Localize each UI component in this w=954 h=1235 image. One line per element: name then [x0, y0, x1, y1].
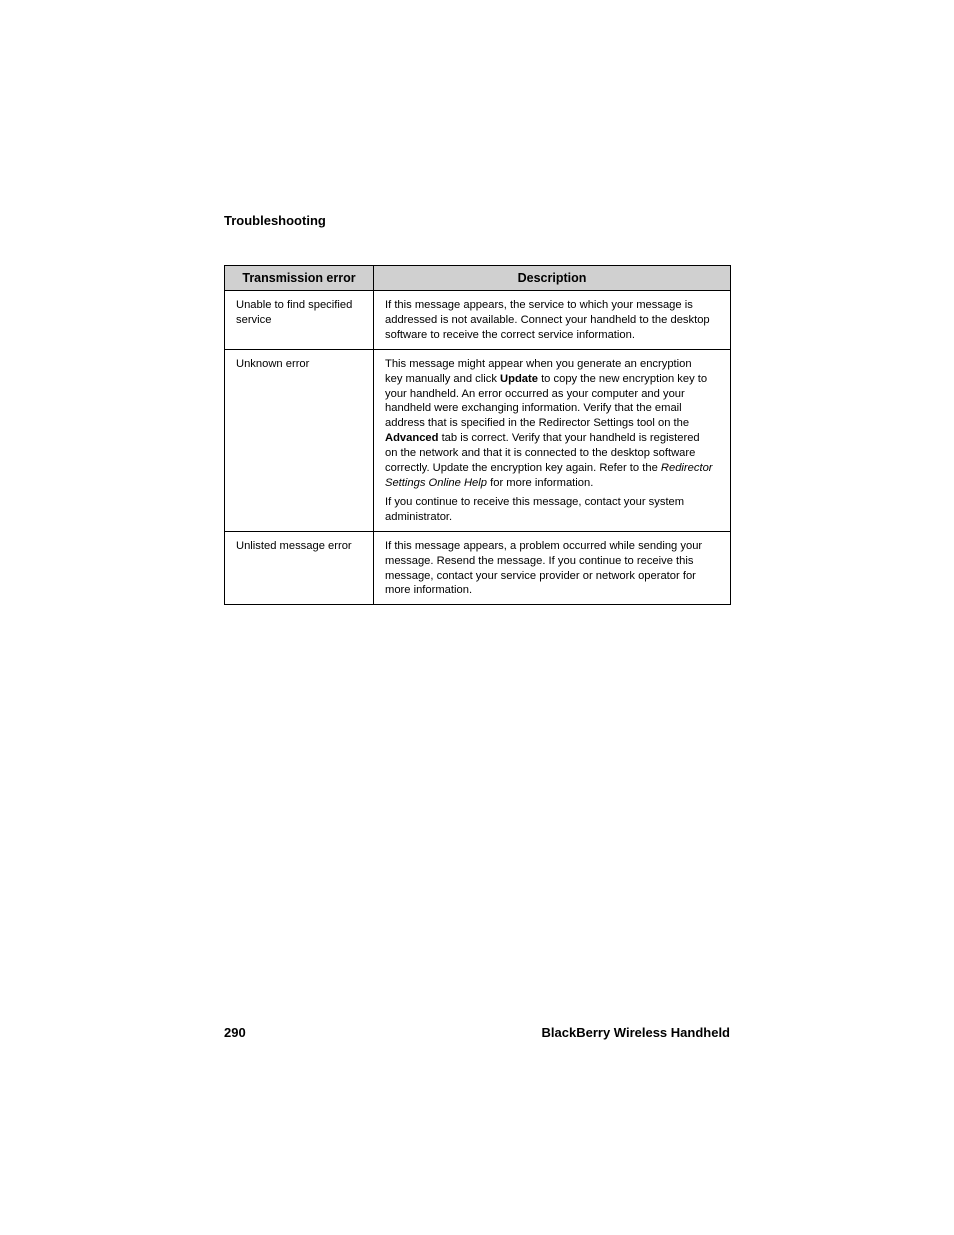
- description-paragraph: [385, 539, 722, 599]
- error-name-line: service: [236, 313, 272, 326]
- error-name-line: Unknown error: [236, 357, 310, 370]
- text-segment: to copy the new encryption key to: [537, 372, 708, 385]
- book-title: BlackBerry Wireless Handheld: [541, 1025, 730, 1040]
- text-segment: administrator.: [385, 510, 453, 523]
- error-cell: [225, 349, 374, 531]
- transmission-error-table: [224, 265, 731, 605]
- description-line: [385, 583, 722, 598]
- text-segment: If you continue to receive this message, contact your system: [385, 495, 685, 508]
- description-line: [385, 495, 722, 510]
- error-cell: [225, 531, 374, 605]
- description-paragraph: [385, 495, 722, 525]
- error-name-line: Unable to find specified: [236, 299, 353, 311]
- text-segment: If this message appears, a problem occurred while sending your: [385, 539, 703, 552]
- description-line: [385, 416, 722, 431]
- text-segment: on the network and that it is connected to the desktop software: [385, 447, 696, 460]
- text-segment: software to receive the correct service information.: [385, 328, 635, 341]
- doc-reference: Redirector: [660, 462, 713, 475]
- text-segment: for more information.: [487, 476, 594, 489]
- description-line: [385, 357, 722, 372]
- header-description: Description: [374, 266, 731, 291]
- description-line: [385, 401, 722, 416]
- ui-term: Advanced: [385, 432, 439, 445]
- description-cell: [374, 291, 731, 350]
- description-paragraph: [385, 298, 722, 343]
- description-line: [385, 510, 722, 525]
- description-line: [385, 387, 722, 402]
- doc-reference: Settings Online Help: [385, 476, 487, 489]
- header-transmission-error: Transmission error: [225, 266, 374, 291]
- description-line: [385, 569, 722, 584]
- description-line: [385, 554, 722, 569]
- description-line: [385, 539, 722, 554]
- text-segment: This message might appear when you generate an encryption: [385, 357, 692, 370]
- ui-term: Update: [500, 372, 538, 385]
- table-row: [225, 531, 731, 605]
- table-row: [225, 291, 731, 350]
- text-segment: correctly. Update the encryption key again. Refer to the: [385, 462, 661, 475]
- description-line: [385, 461, 722, 476]
- text-segment: tab is correct. Verify that your handheld is registered: [438, 432, 700, 445]
- page-number: 290: [224, 1025, 246, 1040]
- text-segment: key manually and click: [385, 372, 501, 385]
- text-segment: more information.: [385, 584, 473, 597]
- section-title: Troubleshooting: [224, 213, 326, 228]
- error-name-line: Unlisted message error: [236, 539, 352, 552]
- error-cell: [225, 291, 374, 350]
- text-segment: your handheld. An error occurred as your computer and your: [385, 387, 685, 400]
- text-segment: address that is specified in the Redirector Settings tool on the: [385, 417, 690, 430]
- text-segment: If this message appears, the service to which your message is: [385, 299, 693, 311]
- text-segment: addressed is not available. Connect your handheld to the desktop: [385, 313, 710, 326]
- table-row: [225, 349, 731, 531]
- description-line: [385, 298, 722, 313]
- text-segment: message, contact your service provider or network operator for: [385, 569, 696, 582]
- description-line: [385, 313, 722, 328]
- table-header-row: [225, 266, 731, 291]
- description-paragraph: [385, 357, 722, 491]
- description-line: [385, 446, 722, 461]
- text-segment: handheld were exchanging information. Verify that the email: [385, 402, 682, 415]
- description-cell: [374, 349, 731, 531]
- description-line: [385, 431, 722, 446]
- description-cell: [374, 531, 731, 605]
- text-segment: message. Resend the message. If you continue to receive this: [385, 554, 694, 567]
- description-line: [385, 328, 722, 343]
- description-line: [385, 372, 722, 387]
- description-line: [385, 476, 722, 491]
